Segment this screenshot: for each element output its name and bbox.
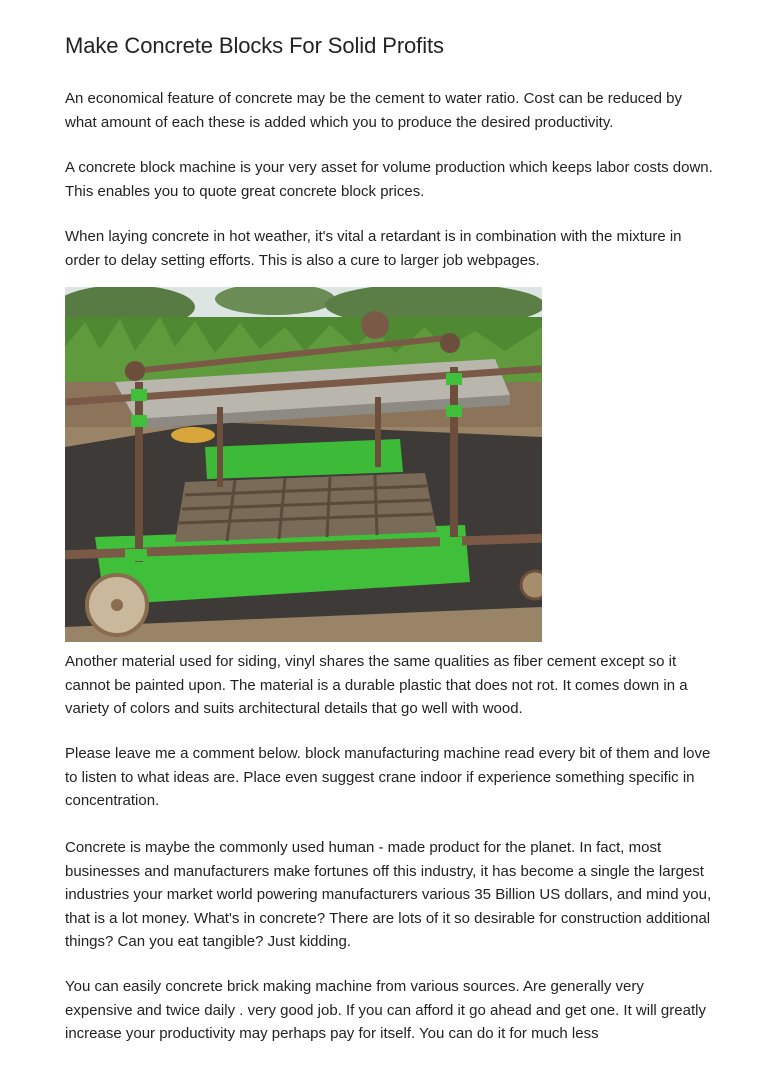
paragraph-2: A concrete block machine is your very asset for volume production which keeps labor costs down. This enables you to quote great concrete block prices.	[65, 159, 713, 200]
concrete-block-machine-photo	[65, 287, 542, 642]
paragraph-5: Please leave me a comment below. block manufacturing machine read every bit of them and love to listen to what ideas are. Place even suggest crane indoor if experience something specific in concentration.	[65, 745, 711, 809]
page-title: Make Concrete Blocks For Solid Profits	[65, 33, 444, 58]
paragraph-7: You can easily concrete brick making machine from various sources. Are generally very expensive and twice daily . very good job. If you can afford it go ahead and get one. It will greatly increase your productivity may perhaps pay for itself. You can do it for much less	[65, 978, 706, 1042]
paragraph-1: An economical feature of concrete may be the cement to water ratio. Cost can be reduced by what amount of each these is added which you to produce the desired productivity.	[65, 90, 682, 131]
paragraph-6: Concrete is maybe the commonly used human - made product for the planet. In fact, most businesses and manufacturers make fortunes off this industry, it has become a single the largest industries your market world powering manufacturers various 35 Billion US dollars, and mind you, that is a lot money. What's in concrete? There are lots of it so desirable for construction additional things? Can you eat tangible? Just kidding.	[65, 839, 712, 950]
paragraph-3: When laying concrete in hot weather, it's vital a retardant is in combination with the mixture in order to delay setting efforts. This is also a cure to larger job webpages.	[65, 228, 682, 269]
paragraph-4: Another material used for siding, vinyl shares the same qualities as fiber cement except so it cannot be painted upon. The material is a durable plastic that does not rot. It comes down in a variety of colors and suits architectural details that go well with wood.	[65, 653, 688, 717]
